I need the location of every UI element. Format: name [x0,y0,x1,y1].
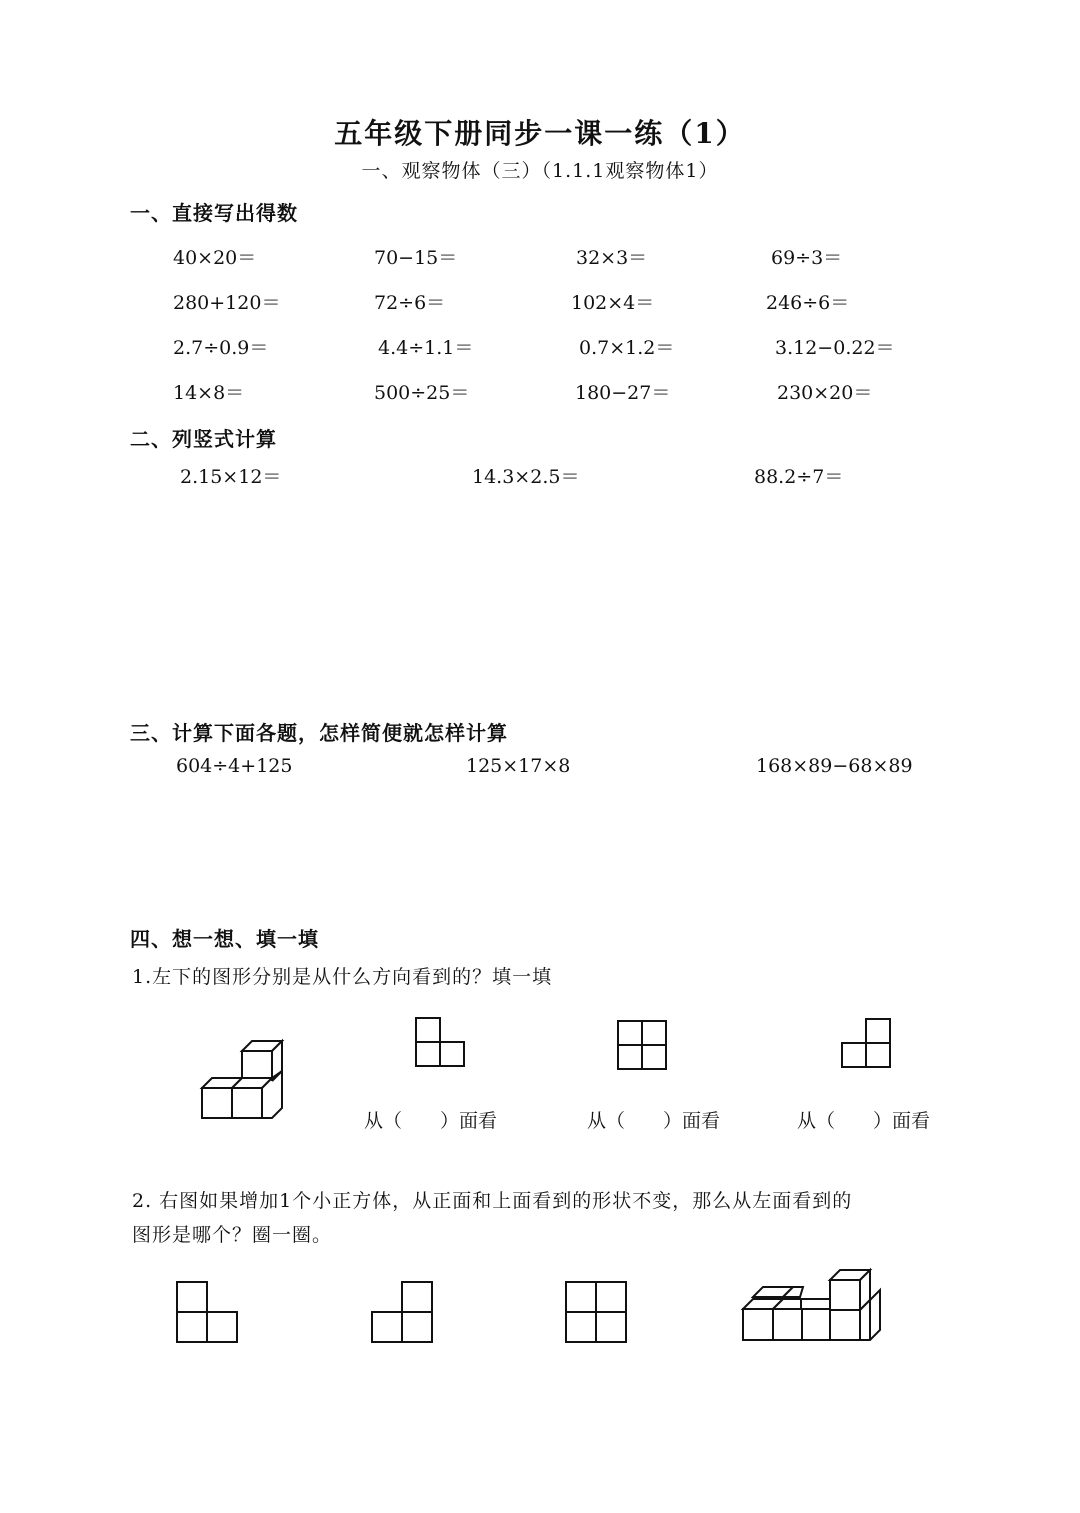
mental-math-item: 180−27＝ [575,382,671,404]
mental-math-item: 69÷3＝ [771,247,843,269]
simplify-item: 125×17×8 [466,755,571,777]
mental-math-item: 102×4＝ [571,292,655,314]
page-subtitle: 一、观察物体（三）（1.1.1观察物体1） [361,160,719,182]
mental-math-item: 14×8＝ [173,382,245,404]
view-answer-blank[interactable]: 从（ ）面看 [364,1110,498,1132]
section4-heading: 四、想一想、填一填 [130,927,319,951]
page-title: 五年级下册同步一课一练（1） [334,117,746,150]
vertical-calc-item: 2.15×12＝ [180,466,282,488]
view-mirrored-l-figure [841,1018,893,1068]
mental-math-item: 3.12−0.22＝ [775,337,895,359]
mental-math-item: 4.4÷1.1＝ [378,337,474,359]
mental-math-item: 230×20＝ [777,382,873,404]
mental-math-item: 72÷6＝ [374,292,446,314]
mental-math-item: 40×20＝ [173,247,257,269]
simplify-item: 168×89−68×89 [756,755,913,777]
mental-math-item: 246÷6＝ [766,292,850,314]
view-answer-blank[interactable]: 从（ ）面看 [587,1110,721,1132]
view-answer-blank[interactable]: 从（ ）面看 [797,1110,931,1132]
vertical-calc-item: 14.3×2.5＝ [472,466,580,488]
question-2-text-line2: 图形是哪个？圈一圈。 [132,1224,333,1246]
view-l-shape-figure [415,1017,467,1067]
view-square-figure [617,1020,669,1070]
section3-heading: 三、计算下面各题，怎样简便就怎样计算 [130,721,508,745]
vertical-calc-item: 88.2÷7＝ [754,466,844,488]
section2-heading: 二、列竖式计算 [130,427,277,451]
cube-row-figure [741,1267,886,1345]
mental-math-item: 500÷25＝ [374,382,470,404]
mental-math-item: 0.7×1.2＝ [579,337,675,359]
mental-math-item: 280+120＝ [173,292,281,314]
question-1-text: 1.左下的图形分别是从什么方向看到的？填一填 [132,966,553,988]
simplify-item: 604÷4+125 [176,755,293,777]
option-square-shape[interactable] [565,1281,629,1343]
section1-heading: 一、直接写出得数 [130,201,298,225]
option-mirrored-l-shape[interactable] [371,1281,435,1343]
cube-stack-figure [200,1038,290,1123]
mental-math-item: 32×3＝ [576,247,648,269]
mental-math-item: 70−15＝ [374,247,458,269]
question-2-text-line1: 2. 右图如果增加1个小正方体，从正面和上面看到的形状不变，那么从左面看到的 [132,1190,853,1212]
option-l-shape[interactable] [176,1281,240,1343]
mental-math-item: 2.7÷0.9＝ [173,337,269,359]
